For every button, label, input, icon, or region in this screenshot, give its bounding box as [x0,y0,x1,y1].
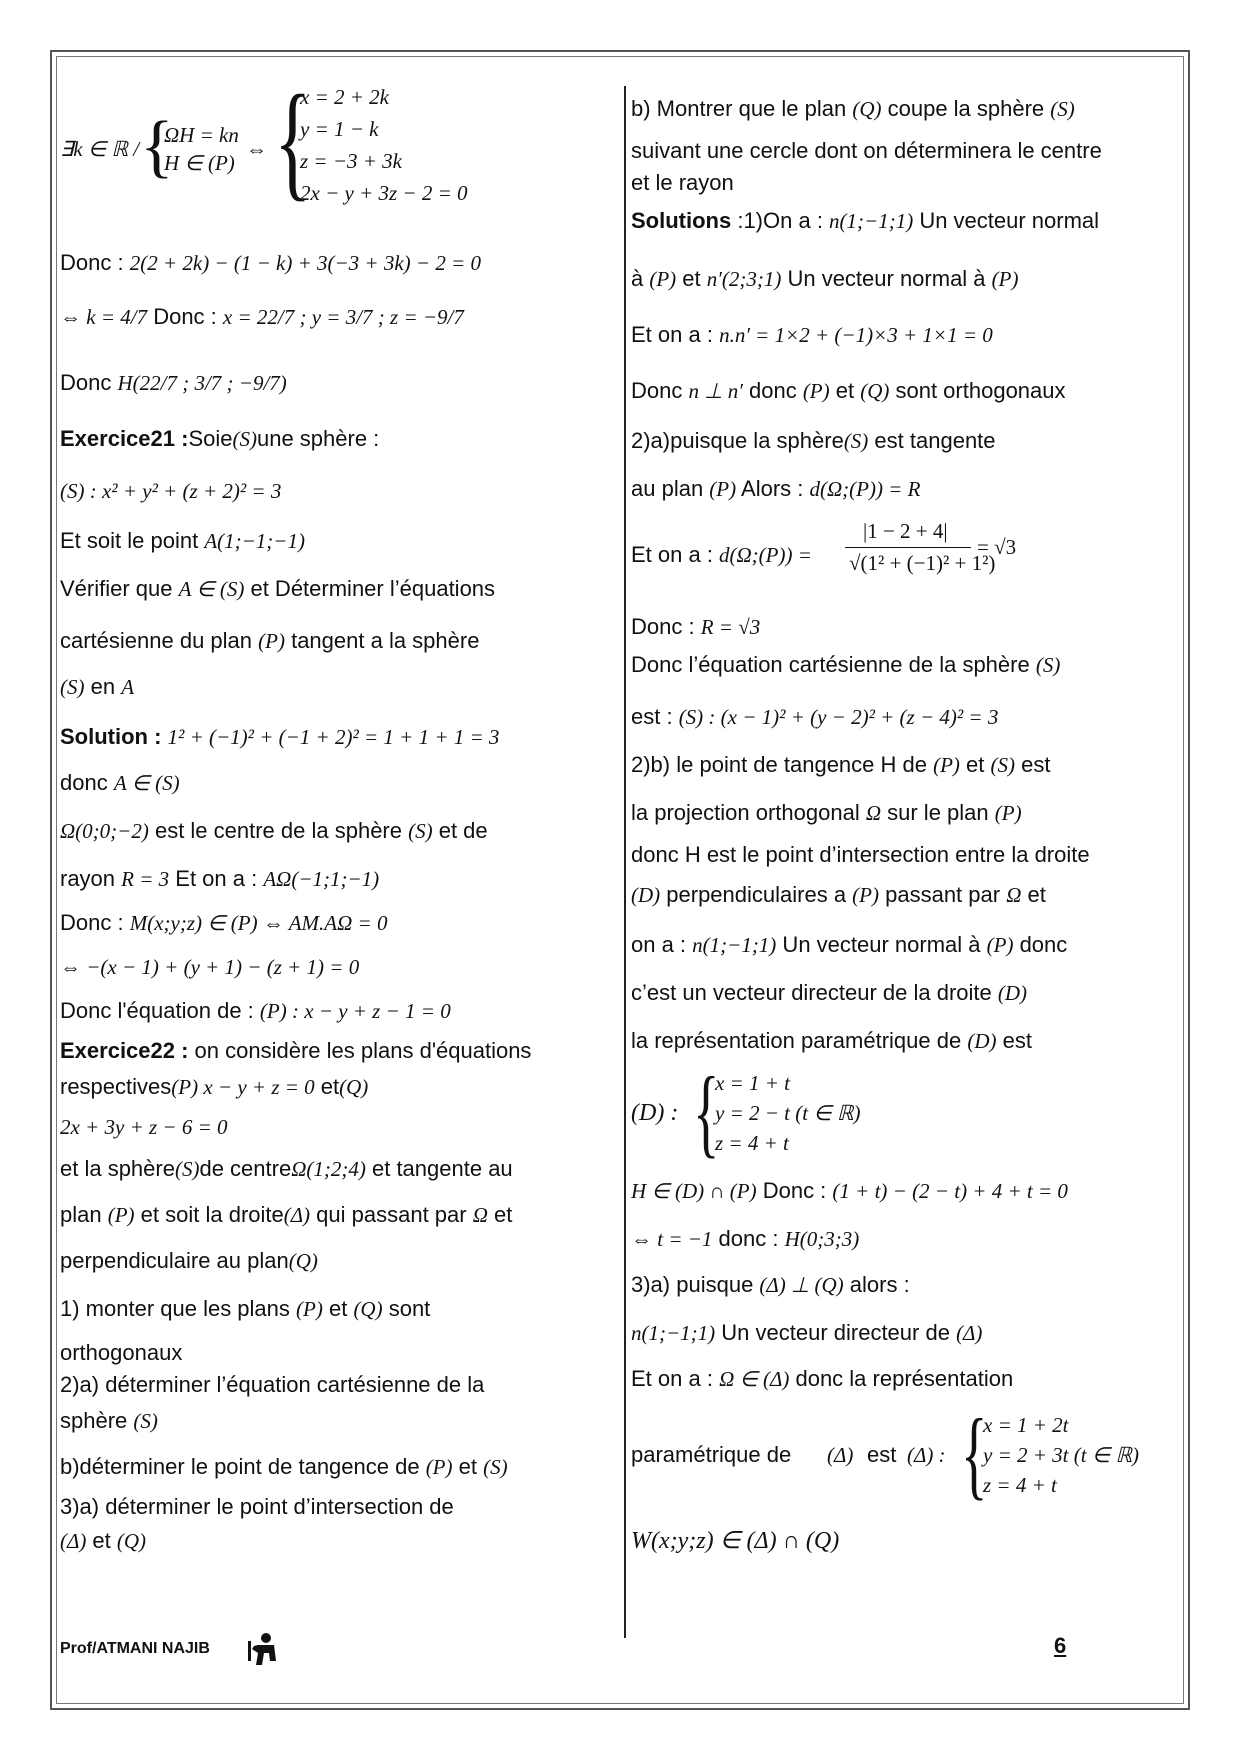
system-projection [60,69,600,232]
right-line-13: est : (S) : (x − 1)² + (y − 2)² + (z − 4)² = 3 [631,704,999,729]
system-delta-brace: { [961,1398,988,1509]
right-line-24: n(1;−1;1) Un vecteur directeur de (Δ) [631,1320,983,1345]
right-line-20: la représentation paramétrique de (D) est [631,1028,1032,1053]
right-solutions-heading: Solutions :1)On a : n(1;−1;1) Un vecteur normal [631,208,1100,233]
ex22-question-2a: 2)a) déterminer l’équation cartésienne de la [60,1372,485,1397]
fraction-numerator: |1 − 2 + 4| [863,519,948,543]
right-line-22: ⇔ t = −1 donc : H(0;3;3) [631,1226,860,1251]
ex22-question-1: 1) monter que les plans (P) et (Q) sont [60,1296,431,1321]
fraction-result: = √3 [977,535,1017,559]
column-divider [624,86,626,1638]
ex21-question-1: Vérifier que A ∈ (S) et Déterminer l’équations [60,576,496,601]
right-line-12: Donc l’équation cartésienne de la sphère (S) [631,652,1061,677]
sys1-quantifier: ∃k ∈ ℝ / [60,137,140,161]
sol-line-2: donc A ∈ (S) [60,770,180,795]
sys1-r3: z = −3 + 3k [300,149,403,173]
solution-heading: Solution : 1² + (−1)² + (−1 + 2)² = 1 + 1 + 1 = 3 [60,724,500,749]
right-line-8: 2)a)puisque la sphère(S) est tangente [631,428,996,453]
right-line-27: W(x;y;z) ∈ (Δ) ∩ (Q) [631,1528,840,1554]
sol-line-7: Donc l'équation de : (P) : x − y + z − 1 = 0 [60,998,451,1023]
system-line-d: (D) : { x = 1 + t y = 2 − t (t ∈ ℝ) z = 4 + t [631,1056,861,1167]
right-line-3: et le rayon [631,170,734,195]
ex21-sphere-eq: (S) : x² + y² + (z + 2)² = 3 [60,479,282,503]
right-line-18: on a : n(1;−1;1) Un vecteur normal à (P) donc [631,932,1068,957]
sys1-r2: y = 1 − k [300,117,379,141]
right-line-21: H ∈ (D) ∩ (P) Donc : (1 + t) − (2 − t) + 4 + t = 0 [631,1178,1068,1203]
system-line-delta: paramétrique de (Δ) est (Δ) : { x = 1 + 2t y = 2 + 3t (t ∈ ℝ) z = 4 + t [631,1398,1139,1509]
sys1-r1: x = 2 + 2k [300,85,389,109]
ex22-line-6: perpendiculaire au plan(Q) [60,1248,318,1273]
ex21-point: Et soit le point A(1;−1;−1) [60,528,305,553]
sys1-eq1: ΩH = kn [164,123,239,147]
sol-line-6: ⇔ −(x − 1) + (y + 1) − (z + 1) = 0 [60,955,360,979]
ex22-question-2b: b)déterminer le point de tangence de (P) et (S) [60,1454,508,1479]
sol-line-3: Ω(0;0;−2) est le centre de la sphère (S) et de [60,818,488,843]
left-brace: { [140,108,174,185]
sys1-r4: 2x − y + 3z − 2 = 0 [300,181,468,205]
right-brace: { [274,69,312,213]
exercise-22-heading: Exercice22 : on considère les plans d'équations [60,1038,532,1063]
ex21-question-3: (S) en A [60,674,135,699]
line-h-point: Donc H(22/7 ; 3/7 ; −9/7) [60,370,287,395]
footer-author: Prof/ATMANI NAJIB [60,1640,210,1657]
right-line-9: au plan (P) Alors : d(Ω;(P)) = R [631,476,921,501]
line-donc-1: Donc : 2(2 + 2k) − (1 − k) + 3(−3 + 3k) − 2 = 0 [60,250,481,275]
page-number: 6 [1054,1633,1067,1658]
system-d-brace: { [693,1056,720,1167]
ex22-question-3a-cont: (Δ) et (Q) [60,1528,147,1553]
distance-formula: Et on a : d(Ω;(P)) = |1 − 2 + 4| √(1² + (−1)² + 1²) = √3 [631,519,1017,575]
exercise-21-heading: Exercice21 :Soie(S)une sphère : [60,426,380,451]
fraction-bar [845,547,971,548]
ex22-line-4: et la sphère(S)de centreΩ(1;2;4) et tangente au [60,1156,513,1181]
right-line-11: Donc : R = √3 [631,614,761,639]
sys1-equiv: ⇔ [246,137,267,161]
ex22-line-3: 2x + 3y + z − 6 = 0 [60,1115,228,1139]
right-line-19: c’est un vecteur directeur de la droite (D) [631,980,1028,1005]
ex22-question-1b: orthogonaux [60,1340,183,1365]
right-line-7: Donc n ⊥ n′ donc (P) et (Q) sont orthogonaux [631,378,1066,403]
ex22-line-2: respectives(P) x − y + z = 0 et(Q) [60,1074,369,1099]
ex22-question-2a-cont: sphère (S) [60,1408,158,1433]
sol-line-5: Donc : M(x;y;z) ∈ (P) ⇔ AM.AΩ = 0 [60,910,388,935]
right-line-25: Et on a : Ω ∈ (Δ) donc la représentation [631,1366,1014,1391]
right-line-2: suivant une cercle dont on déterminera le centre [631,138,1102,163]
line-k-value: ⇔ k = 4/7 Donc : x = 22/7 ; y = 3/7 ; z = −9/7 [60,304,464,329]
sys1-eq2: H ∈ (P) [164,151,235,175]
right-line-1: b) Montrer que le plan (Q) coupe la sphère (S) [631,96,1075,121]
ex22-line-5: plan (P) et soit la droite(Δ) qui passant par Ω et [60,1202,513,1227]
teacher-figure-icon [246,1631,282,1672]
ex22-question-3a: 3)a) déterminer le point d’intersection de [60,1494,454,1519]
right-line-23: 3)a) puisque (Δ) ⊥ (Q) alors : [631,1272,910,1297]
ex21-question-2: cartésienne du plan (P) tangent a la sphère [60,628,480,653]
fraction-denominator: √(1² + (−1)² + 1²) [849,551,996,575]
right-line-5: à (P) et n′(2;3;1) Un vecteur normal à (P) [631,266,1019,291]
right-line-15: la projection orthogonal Ω sur le plan (P) [631,800,1022,825]
right-line-14: 2)b) le point de tangence H de (P) et (S) est [631,752,1051,777]
right-line-17: (D) perpendiculaires a (P) passant par Ω et [631,882,1046,907]
right-line-6: Et on a : n.n′ = 1×2 + (−1)×3 + 1×1 = 0 [631,322,993,347]
sol-line-4: rayon R = 3 Et on a : AΩ(−1;1;−1) [60,866,380,891]
right-line-16: donc H est le point d’intersection entre la droite [631,842,1090,867]
